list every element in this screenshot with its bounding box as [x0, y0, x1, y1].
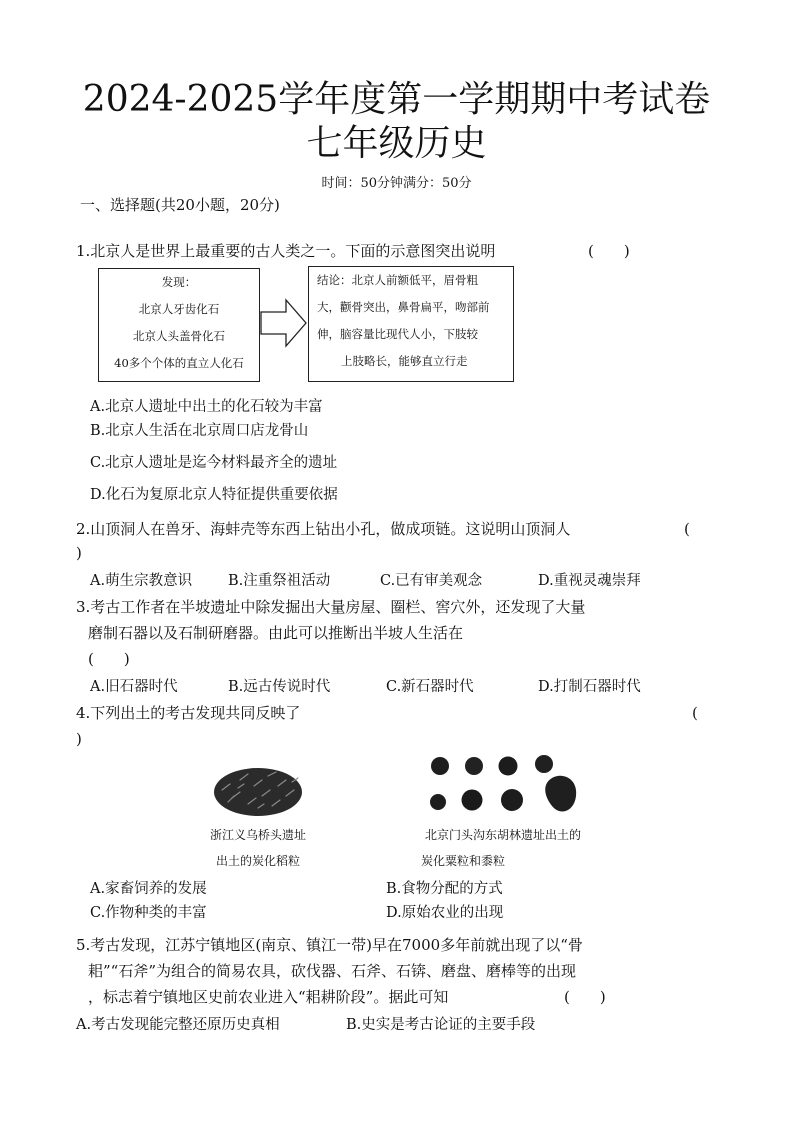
question-2-stem: 2.山顶洞人在兽牙、海蚌壳等东西上钻出小孔，做成项链。这说明山顶洞人 [76, 520, 571, 538]
q3-option-b[interactable]: B.远古传说时代 [228, 679, 331, 695]
q5-option-a[interactable]: A.考古发现能完整还原历史真相 [76, 1017, 280, 1033]
discovery-line: 北京人牙齿化石 [138, 302, 220, 316]
rice-caption-line1: 浙江义乌桥头遗址 [209, 828, 306, 842]
carbonized-millet-image [428, 752, 588, 820]
conclusion-box [308, 266, 514, 382]
question-5-blank: ( ) [564, 988, 606, 1006]
q2-option-b[interactable]: B.注重祭祖活动 [228, 573, 331, 589]
question-4-blank-open: ( [692, 704, 698, 722]
q3-option-a[interactable]: A.旧石器时代 [90, 679, 178, 695]
q2-option-a[interactable]: A.萌生宗教意识 [90, 573, 193, 589]
q1-option-b[interactable]: B.北京人生活在北京周口店龙骨山 [90, 423, 309, 439]
question-2-blank-close: ) [76, 544, 82, 562]
q4-option-d[interactable]: D.原始农业的出现 [386, 905, 504, 921]
conclusion-line: 伸，脑容量比现代人小，下肢较 [317, 327, 478, 341]
right-arrow-icon [260, 298, 308, 348]
q2-option-d[interactable]: D.重视灵魂崇拜 [538, 573, 641, 589]
exam-time-info: 时间：50分钟满分：50分 [321, 176, 472, 191]
q4-option-c[interactable]: C.作物种类的丰富 [90, 905, 207, 921]
q4-option-b[interactable]: B.食物分配的方式 [386, 881, 503, 897]
q3-option-c[interactable]: C.新石器时代 [386, 679, 474, 695]
exam-title: 2024-2025学年度第一学期期中考试卷 [82, 79, 711, 120]
question-4-stem: 4.下列出土的考古发现共同反映了 [76, 704, 301, 722]
question-3-stem-line2: 磨制石器以及石制研磨器。由此可以推断出半坡人生活在 [88, 624, 464, 642]
discovery-box [98, 268, 260, 382]
q2-option-c[interactable]: C.已有审美观念 [380, 573, 483, 589]
question-1-stem: 1.北京人是世界上最重要的古人类之一。下面的示意图突出说明 [76, 242, 496, 260]
question-4-blank-close: ) [76, 730, 82, 748]
exam-subtitle: 七年级历史 [306, 123, 487, 164]
section-heading: 一、选择题(共20小题，20分) [80, 196, 280, 214]
q3-option-d[interactable]: D.打制石器时代 [538, 679, 641, 695]
conclusion-line: 结论：北京人前额低平，眉骨粗 [317, 273, 478, 287]
q5-option-b[interactable]: B.史实是考古论证的主要手段 [346, 1017, 536, 1033]
q1-option-d[interactable]: D.化石为复原北京人特征提供重要依据 [90, 487, 338, 503]
discovery-line: 40多个个体的直立人化石 [114, 356, 244, 370]
rice-caption-line2: 出土的炭化稻粒 [215, 854, 300, 868]
conclusion-line: 大，颧骨突出，鼻骨扁平，吻部前 [317, 300, 490, 314]
question-1-blank: ( ) [588, 242, 630, 260]
question-5-stem-line1: 5.考古发现，江苏宁镇地区(南京、镇江一带)早在7000多年前就出现了以“骨 [76, 936, 583, 954]
question-2-blank-open: ( [684, 520, 690, 538]
discovery-line: 北京人头盖骨化石 [133, 329, 225, 343]
question-5-stem-line2: 耜”“石斧”为组合的简易农具，砍伐器、石斧、石锛、磨盘、磨棒等的出现 [88, 962, 577, 980]
q1-option-c[interactable]: C.北京人遗址是迄今材料最齐全的遗址 [90, 455, 338, 471]
question-5-stem-line3: ，标志着宁镇地区史前农业进入“耜耕阶段”。据此可知 [88, 988, 449, 1006]
question-3-blank: ( ) [88, 650, 130, 668]
q1-option-a[interactable]: A.北京人遗址中出土的化石较为丰富 [90, 399, 323, 415]
millet-caption-line1: 北京门头沟东胡林遗址出土的 [424, 828, 581, 842]
question-3-stem-line1: 3.考古工作者在半坡遗址中除发掘出大量房屋、圈栏、窖穴外，还发现了大量 [76, 598, 586, 616]
carbonized-rice-image [210, 760, 306, 820]
discovery-line: 发现： [161, 275, 197, 289]
conclusion-line: 上肢略长，能够直立行走 [341, 354, 468, 368]
q4-option-a[interactable]: A.家畜饲养的发展 [90, 881, 207, 897]
millet-caption-line2: 炭化粟粒和黍粒 [420, 854, 505, 868]
